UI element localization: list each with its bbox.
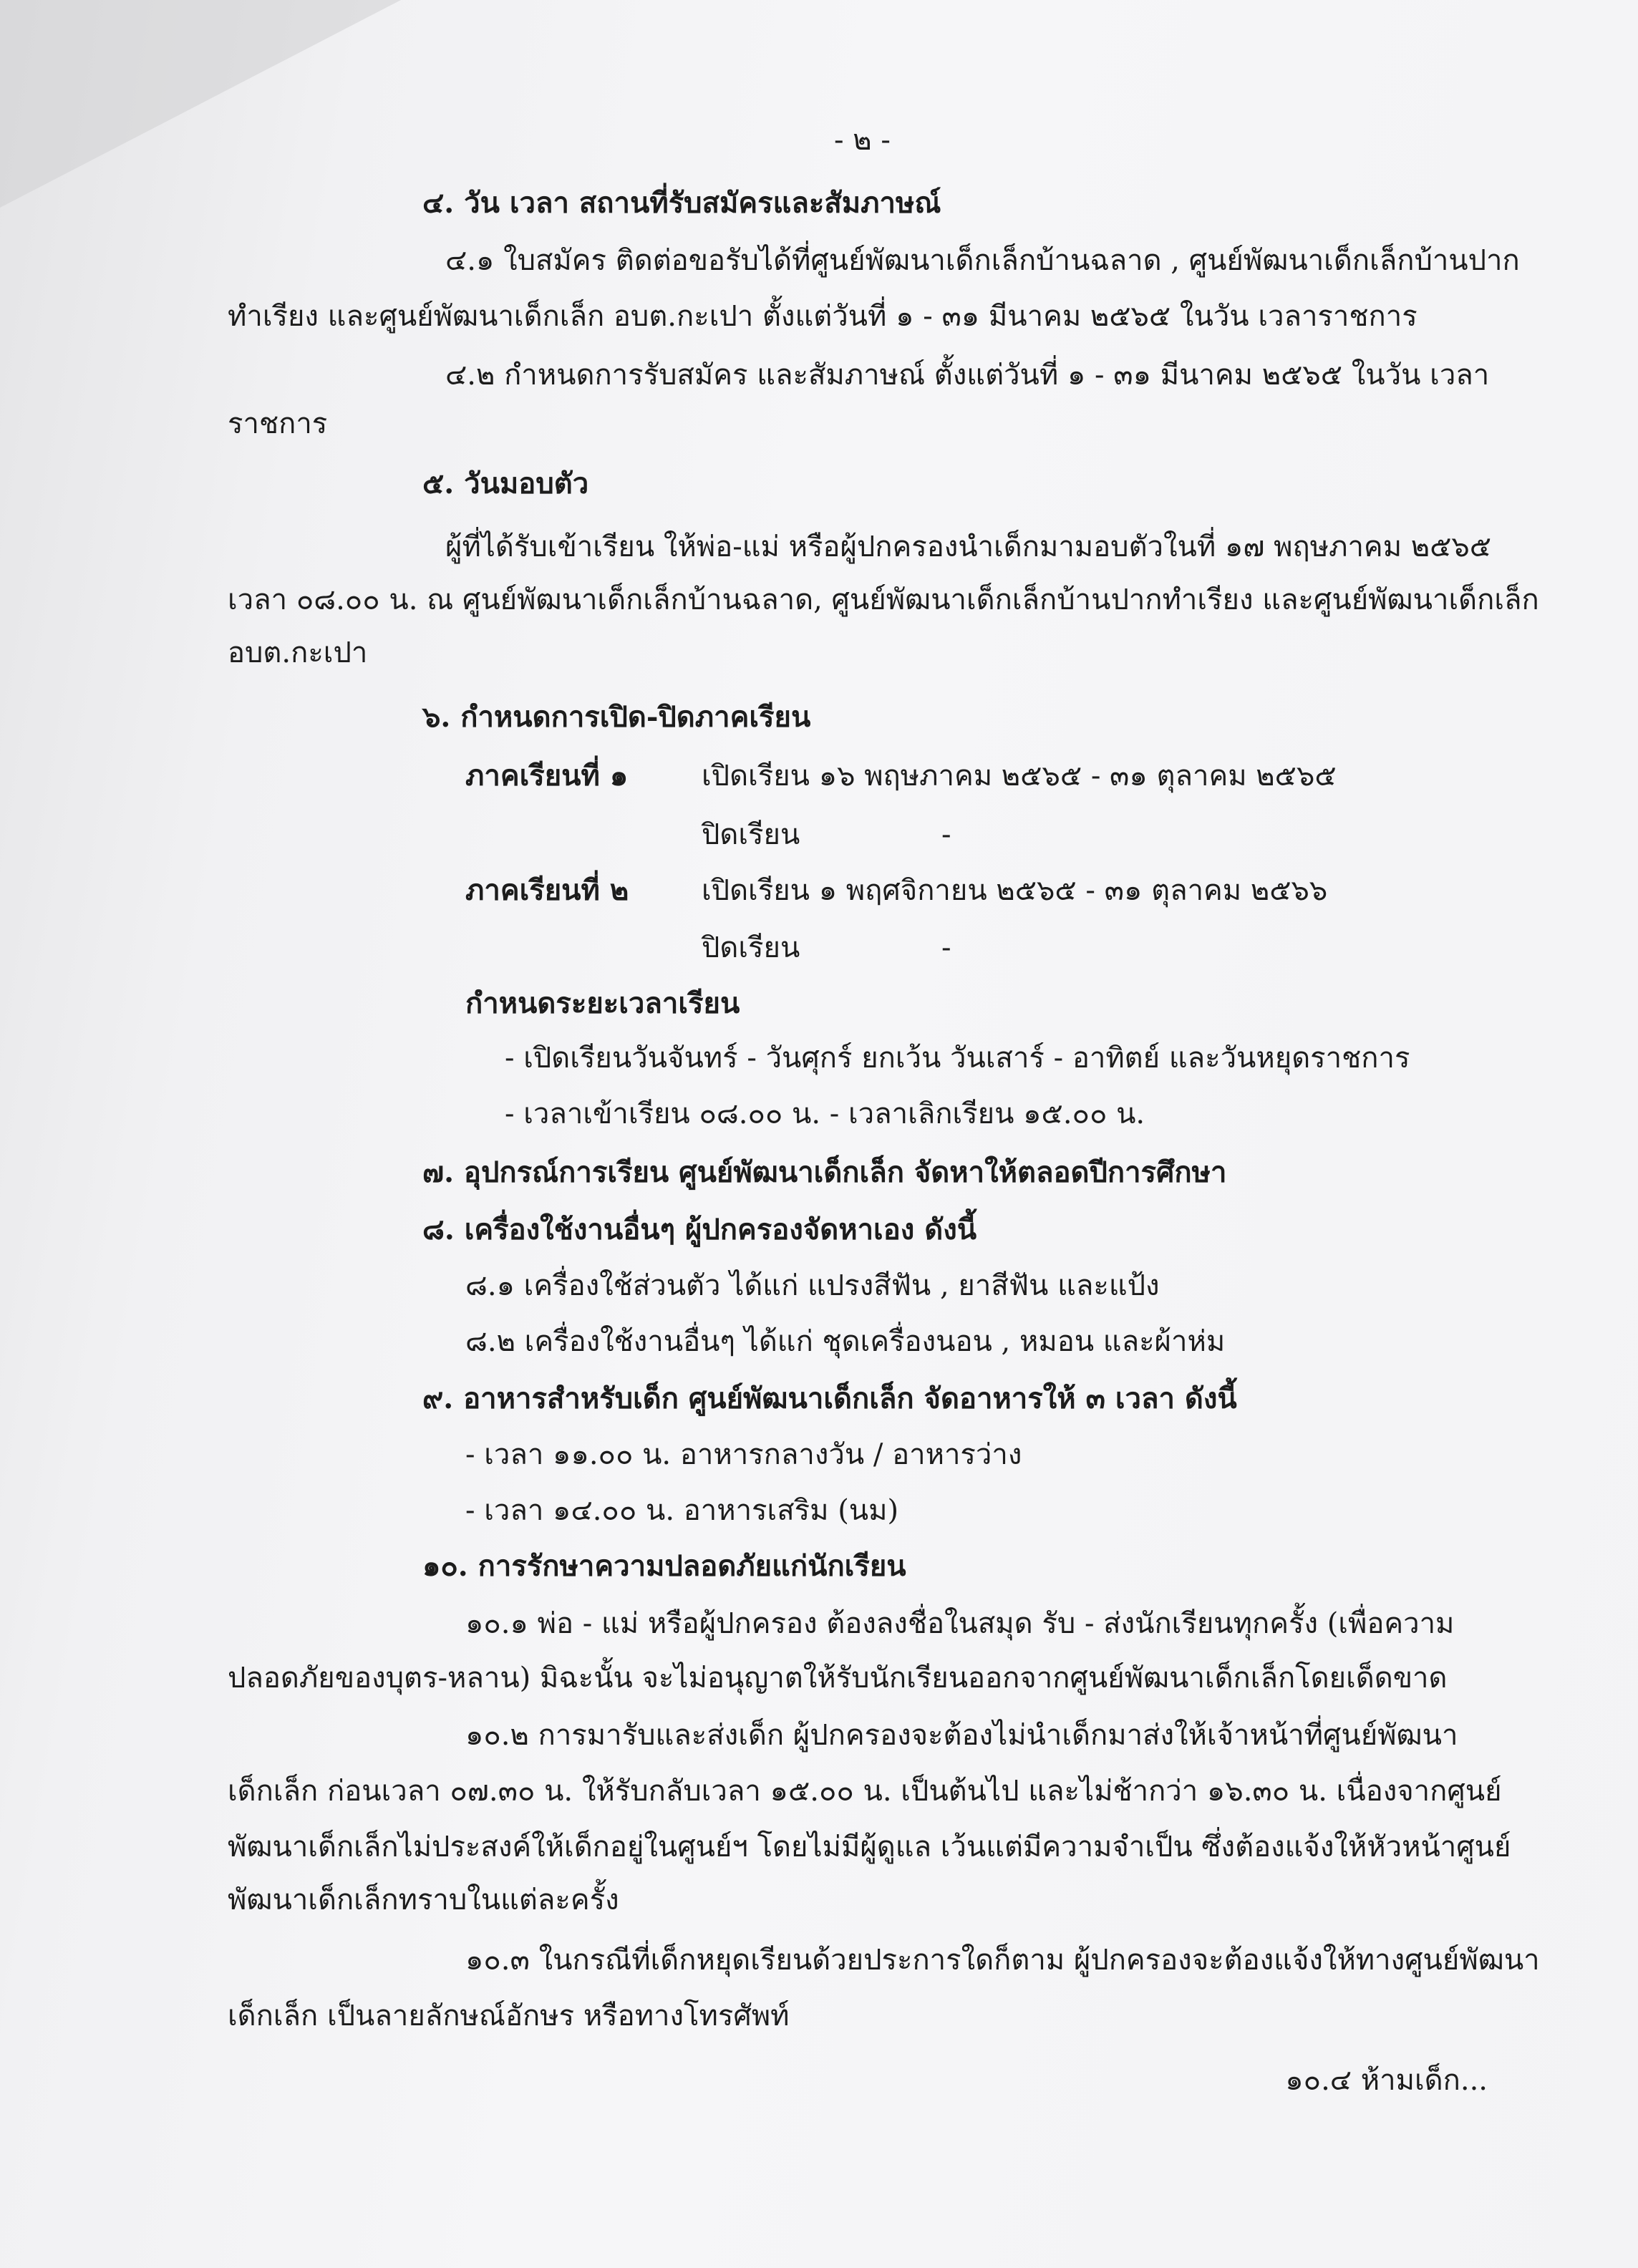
- continuation-marker: ๑๐.๔ ห้ามเด็ก...: [1285, 2064, 1488, 2097]
- section-10-2-line-1: ๑๐.๒ การมารับและส่งเด็ก ผู้ปกครองจะต้องไม่นำเด็กมาส่งให้เจ้าหน้าที่ศูนย์พัฒนา: [465, 1719, 1458, 1752]
- section-5-line-3: อบต.กะเปา: [228, 636, 368, 669]
- section-8-item-1: ๘.๑ เครื่องใช้ส่วนตัว ได้แก่ แปรงสีฟัน , ยาสีฟัน และแป้ง: [465, 1269, 1160, 1302]
- section-4-1-line-1: ๔.๑ ใบสมัคร ติดต่อขอรับได้ที่ศูนย์พัฒนาเด็กเล็กบ้านฉลาด , ศูนย์พัฒนาเด็กเล็กบ้านปาก: [445, 244, 1520, 277]
- section-4-2-line-1: ๔.๒ กำหนดการรับสมัคร และสัมภาษณ์ ตั้งแต่วันที่ ๑ - ๓๑ มีนาคม ๒๕๖๕ ในวัน เวลา: [445, 359, 1490, 392]
- section-10-3-line-2: เด็กเล็ก เป็นลายลักษณ์อักษร หรือทางโทรศัพท์: [228, 2000, 790, 2032]
- term-1-close-label: ปิดเรียน: [702, 818, 800, 851]
- section-9-item-2: - เวลา ๑๔.๐๐ น. อาหารเสริม (นม): [465, 1494, 899, 1527]
- term-1-label: ภาคเรียนที่ ๑: [465, 759, 629, 793]
- section-10-2-line-3: พัฒนาเด็กเล็กไม่ประสงค์ให้เด็กอยู่ในศูนย์ฯ โดยไม่มีผู้ดูแล เว้นแต่มีความจำเป็น ซึ่งต้องแจ้งให้หัวหน้าศูนย์: [228, 1831, 1511, 1864]
- study-period-item-2: - เวลาเข้าเรียน ๐๘.๐๐ น. - เวลาเลิกเรียน ๑๕.๐๐ น.: [505, 1097, 1145, 1130]
- section-4-heading: ๔. วัน เวลา สถานที่รับสมัครและสัมภาษณ์: [422, 186, 941, 220]
- study-period-heading: กำหนดระยะเวลาเรียน: [465, 987, 740, 1020]
- term-2-label: ภาคเรียนที่ ๒: [465, 873, 629, 907]
- section-9-heading: ๙. อาหารสำหรับเด็ก ศูนย์พัฒนาเด็กเล็ก จัดอาหารให้ ๓ เวลา ดังนี้: [422, 1382, 1237, 1415]
- section-10-3-line-1: ๑๐.๓ ในกรณีที่เด็กหยุดเรียนด้วยประการใดก็ตาม ผู้ปกครองจะต้องแจ้งให้ทางศูนย์พัฒนา: [465, 1944, 1540, 1977]
- paper-fold-shadow: [0, 0, 401, 208]
- term-1-open: เปิดเรียน ๑๖ พฤษภาคม ๒๕๖๕ - ๓๑ ตุลาคม ๒๕๖๕: [702, 760, 1337, 793]
- section-8-heading: ๘. เครื่องใช้งานอื่นๆ ผู้ปกครองจัดหาเอง ดังนี้: [422, 1213, 977, 1246]
- section-5-line-1: ผู้ที่ได้รับเข้าเรียน ให้พ่อ-แม่ หรือผู้ปกครองนำเด็กมามอบตัวในที่ ๑๗ พฤษภาคม ๒๕๖๕: [445, 530, 1492, 563]
- study-period-item-1: - เปิดเรียนวันจันทร์ - วันศุกร์ ยกเว้น วันเสาร์ - อาทิตย์ และวันหยุดราชการ: [505, 1042, 1410, 1075]
- section-4-1-line-2: ทำเรียง และศูนย์พัฒนาเด็กเล็ก อบต.กะเปา ตั้งแต่วันที่ ๑ - ๓๑ มีนาคม ๒๕๖๕ ในวัน เวลาราชการ: [228, 300, 1418, 333]
- section-6-heading: ๖. กำหนดการเปิด-ปิดภาคเรียน: [422, 700, 811, 734]
- section-7-heading: ๗. อุปกรณ์การเรียน ศูนย์พัฒนาเด็กเล็ก จัดหาให้ตลอดปีการศึกษา: [422, 1155, 1227, 1189]
- section-5-heading: ๕. วันมอบตัว: [422, 467, 589, 500]
- section-10-2-line-2: เด็กเล็ก ก่อนเวลา ๐๗.๓๐ น. ให้รับกลับเวลา ๑๕.๐๐ น. เป็นต้นไป และไม่ช้ากว่า ๑๖.๓๐ น. เนื่องจากศูนย์: [228, 1775, 1502, 1808]
- section-10-heading: ๑๐. การรักษาความปลอดภัยแก่นักเรียน: [422, 1549, 906, 1583]
- term-2-close-label: ปิดเรียน: [702, 931, 800, 964]
- section-10-2-line-4: พัฒนาเด็กเล็กทราบในแต่ละครั้ง: [228, 1884, 619, 1916]
- section-10-1-line-2: ปลอดภัยของบุตร-หลาน) มิฉะนั้น จะไม่อนุญาตให้รับนักเรียนออกจากศูนย์พัฒนาเด็กเล็กโดยเด็ดขาด: [228, 1662, 1448, 1695]
- section-9-item-1: - เวลา ๑๑.๐๐ น. อาหารกลางวัน / อาหารว่าง: [465, 1438, 1022, 1471]
- section-5-line-2: เวลา ๐๘.๐๐ น. ณ ศูนย์พัฒนาเด็กเล็กบ้านฉลาด, ศูนย์พัฒนาเด็กเล็กบ้านปากทำเรียง และศูนย์พัฒนาเด็กเล็ก: [228, 583, 1539, 616]
- term-2-open: เปิดเรียน ๑ พฤศจิกายน ๒๕๖๕ - ๓๑ ตุลาคม ๒๕๖๖: [702, 874, 1328, 907]
- page-number: - ๒ -: [834, 124, 891, 157]
- section-4-2-line-2: ราชการ: [228, 407, 328, 440]
- term-2-close-value: -: [941, 931, 951, 964]
- section-10-1-line-1: ๑๐.๑ พ่อ - แม่ หรือผู้ปกครอง ต้องลงชื่อในสมุด รับ - ส่งนักเรียนทุกครั้ง (เพื่อความ: [465, 1607, 1455, 1640]
- section-8-item-2: ๘.๒ เครื่องใช้งานอื่นๆ ได้แก่ ชุดเครื่องนอน , หมอน และผ้าห่ม: [465, 1325, 1226, 1358]
- term-1-close-value: -: [941, 818, 951, 851]
